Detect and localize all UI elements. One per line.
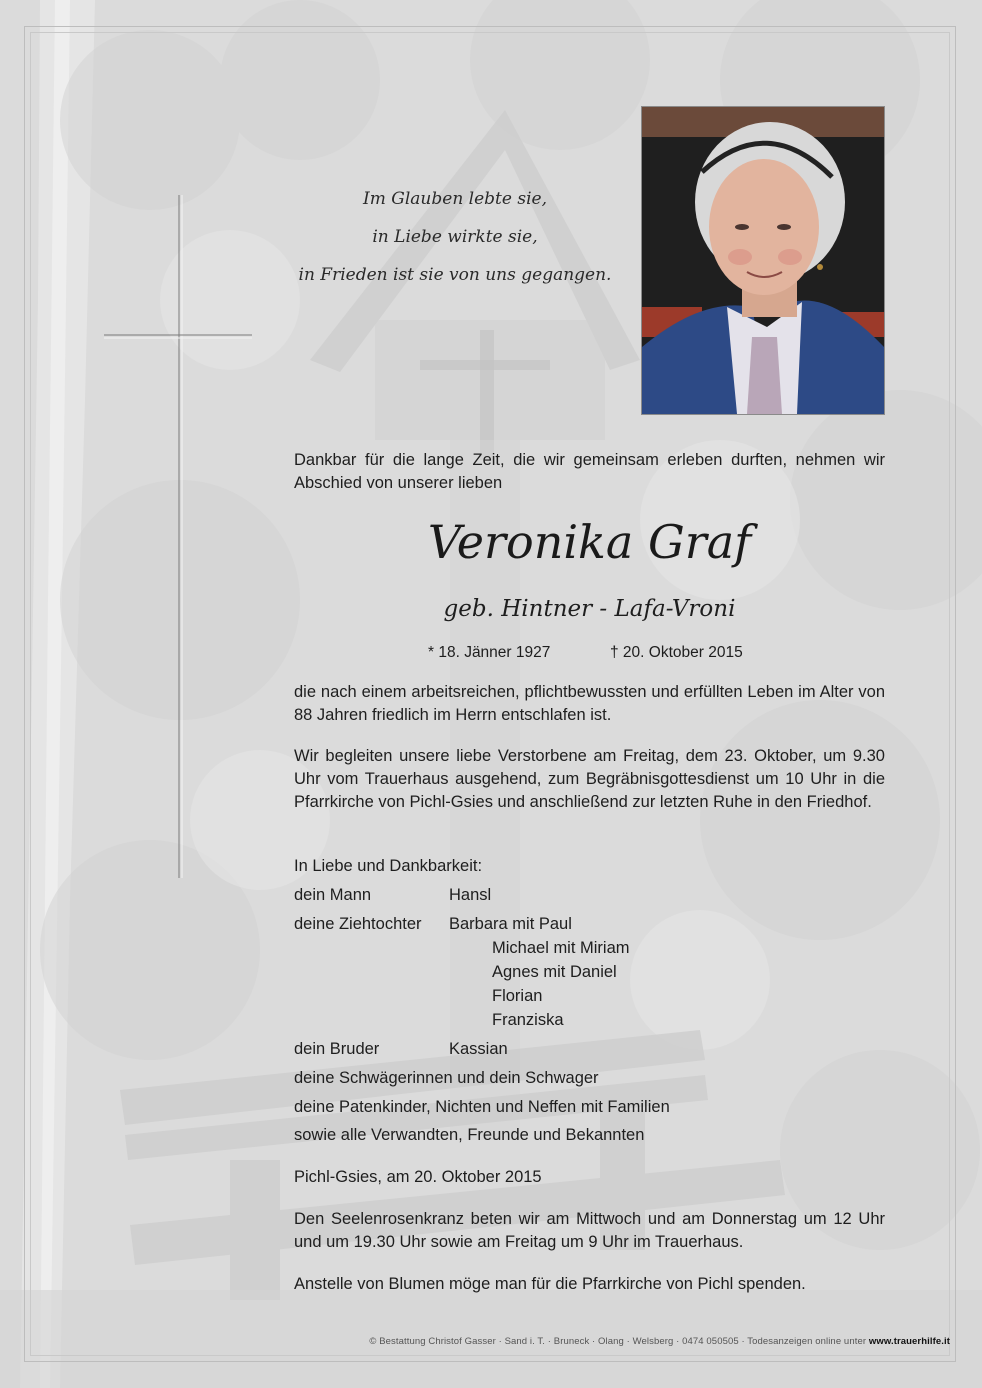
mourners-heading: In Liebe und Dankbarkeit: xyxy=(294,857,483,875)
footer-link[interactable]: www.trauerhilfe.it xyxy=(868,1336,950,1347)
verse xyxy=(290,180,620,294)
portrait-photo xyxy=(641,106,885,415)
grandchild-name: Franziska xyxy=(492,1011,564,1029)
mourner-name: Barbara mit Paul xyxy=(449,915,572,933)
donation-text: Anstelle von Blumen möge man für die Pfarrkirche von Pichl spenden. xyxy=(294,1275,806,1293)
mourner-group: sowie alle Verwandten, Freunde und Bekannten xyxy=(294,1126,645,1144)
paragraph-funeral: Wir begleiten unsere liebe Verstorbene am Freitag, dem 23. Oktober, um 9.30 Uhr vom Trauerhaus ausgehend, zum Begräbnisgottesdienst um 10 Uhr in die Pfarrkirche von Pichl-Gsies und anschließend zur letzten Ruhe in den Friedhof. xyxy=(294,747,885,811)
birth-name: geb. Hintner - Lafa-Vroni xyxy=(443,596,736,622)
death-date: † 20. Oktober 2015 xyxy=(610,644,743,661)
cross-icon xyxy=(104,195,254,880)
intro-text: Dankbar für die lange Zeit, die wir gemeinsam erleben durften, nehmen wir Abschied von unserer lieben xyxy=(294,451,885,492)
verse-line: in Frieden ist sie von uns gegangen. xyxy=(298,265,612,285)
footer-text: © Bestattung Christof Gasser · Sand i. T. · Bruneck · Olang · Welsberg · 0474 050505 · Todesanzeigen online unter xyxy=(369,1336,869,1347)
grandchild-name: Florian xyxy=(492,987,543,1005)
mourner-name: Kassian xyxy=(449,1040,508,1058)
place-date: Pichl-Gsies, am 20. Oktober 2015 xyxy=(294,1168,542,1186)
rosary-text: Den Seelenrosenkranz beten wir am Mittwoch und am Donnerstag um 12 Uhr und um 19.30 Uhr sowie am Freitag um 9 Uhr im Trauerhaus. xyxy=(294,1210,885,1251)
grandchild-name: Michael mit Miriam xyxy=(492,939,630,957)
mourner-label: deine Ziehtochter xyxy=(294,915,422,933)
verse-line: Im Glauben lebte sie, xyxy=(363,189,547,209)
mourner-label: dein Mann xyxy=(294,886,372,904)
mourner-group: deine Patenkinder, Nichten und Neffen mit Familien xyxy=(294,1098,670,1116)
paragraph-life: die nach einem arbeitsreichen, pflichtbewussten und erfüllten Leben im Alter von 88 Jahren friedlich im Herrn entschlafen ist. xyxy=(294,683,885,724)
grandchild-name: Agnes mit Daniel xyxy=(492,963,617,981)
mourner-name: Hansl xyxy=(449,886,492,904)
footer xyxy=(290,1336,950,1347)
mourner-group: deine Schwägerinnen und dein Schwager xyxy=(294,1069,599,1087)
verse-line: in Liebe wirkte sie, xyxy=(372,227,538,247)
mourner-label: dein Bruder xyxy=(294,1040,380,1058)
deceased-name: Veronika Graf xyxy=(427,515,752,569)
birth-date: * 18. Jänner 1927 xyxy=(428,644,551,661)
